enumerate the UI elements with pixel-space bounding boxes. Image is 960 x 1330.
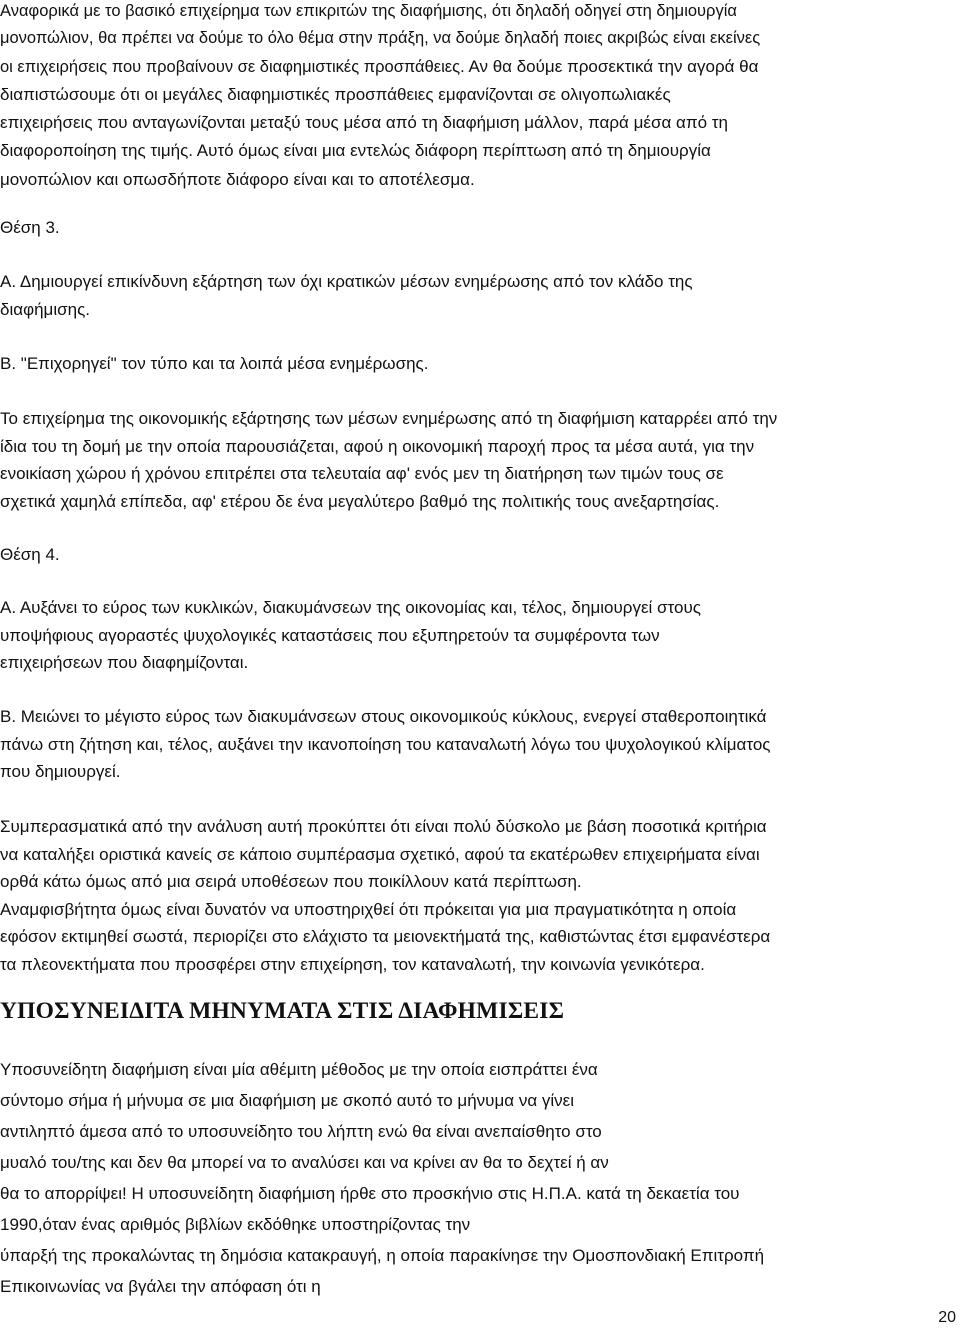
paragraph-line: 1990,όταν ένας αριθμός βιβλίων εκδόθηκε υποστηρίζοντας την	[0, 1215, 471, 1234]
paragraph-line: αντιληπτό άμεσα από το υποσυνείδητο του λήπτη ενώ θα είναι ανεπαίσθητο στο	[0, 1122, 602, 1141]
paragraph-line: ύπαρξή της προκαλώντας τη δημόσια κατακραυγή, η οποία παρακίνησε την Ομοσπονδιακή Επιτροπή	[0, 1246, 765, 1265]
intro-paragraph-rest: Αν θα δούμε προσεκτικά την αγορά θα διαπιστώσουμε ότι οι μεγάλες διαφημιστικές προσπάθειες εμφανίζονται σε ολιγοπωλιακές επιχειρήσεις που ανταγωνίζονται μεταξύ τους μέσα από τη διαφήμιση μάλλον, παρά μέσα από τη διαφοροποίηση της τιμής. Αυτό όμως είναι μια εντελώς διάφορη περίπτωση από τη δημιουργία μονοπώλιον και οπωσδήποτε διάφορο είναι και το αποτέλεσμα.	[0, 56, 759, 189]
paragraph-line: μυαλό του/της και δεν θα μπορεί να το αναλύσει και να κρίνει αν θα το δεχτεί ή αν	[0, 1153, 609, 1172]
thesis-3-argument: Το επιχείρημα της οικονομικής εξάρτησης των μέσων ενημέρωσης από τη διαφήμιση καταρρέει από την ίδια του τη δομή με την οποία παρουσιάζεται, αφού η οικονομική παροχή προς τα μέσα αυτά, για την ενοικίαση χώρου ή χρόνου επιτρέπει στα τελευταία αφ' ενός μεν τη διατήρηση των τιμών τους σε σχετικά χαμηλά επίπεδα, αφ' ετέρου δε ένα μεγαλύτερο βαθμό της πολιτικής τους ανεξαρτησίας.	[0, 409, 778, 511]
thesis-4-point-b: Β. Μειώνει το μέγιστο εύρος των διακυμάνσεων στους οικονομικούς κύκλους, ενεργεί σταθεροποιητικά πάνω στη ζήτηση και, τέλος, αυξάνει την ικανοποίηση του καταναλωτή λόγω του ψυχολογικού κλίματος που δημιουργεί.	[0, 707, 771, 781]
paragraph-line: Επικοινωνίας να βγάλει την απόφαση ότι η	[0, 1277, 321, 1296]
intro-paragraph	[0, 0, 950, 194]
page-number: 20	[938, 1309, 956, 1326]
thesis-3-point-a: Α. Δημιουργεί επικίνδυνη εξάρτηση των όχι κρατικών μέσων ενημέρωσης από τον κλάδο της διαφήμισης.	[0, 272, 693, 319]
paragraph-line: θα το απορρίψει! Η υποσυνείδητη διαφήμιση ήρθε στο προσκήνιο στις Η.Π.Α. κατά τη δεκαετία του	[0, 1184, 740, 1203]
thesis-3-label: Θέση 3.	[0, 218, 60, 237]
thesis-3-point-b: Β. "Επιχορηγεί" τον τύπο και τα λοιπά μέσα ενημέρωσης.	[0, 354, 429, 373]
thesis-4-label: Θέση 4.	[0, 545, 60, 564]
section-heading: ΥΠΟΣΥΝΕΙΔΙΤΑ ΜΗΝΥΜΑΤΑ ΣΤΙΣ ΔΙΑΦΗΜΙΣΕΙΣ	[0, 998, 565, 1024]
thesis-4-point-a: Α. Αυξάνει το εύρος των κυκλικών, διακυμάνσεων της οικονομίας και, τέλος, δημιουργεί στους υποψήφιους αγοραστές ψυχολογικές καταστάσεις που εξυπηρετούν τα συμφέροντα των επιχειρήσεων που διαφημίζονται.	[0, 598, 701, 672]
paragraph-line: Υποσυνείδητη διαφήμιση είναι μία αθέμιτη μέθοδος με την οποία εισπράττει ένα	[0, 1060, 598, 1079]
paragraph-line: σύντομο σήμα ή μήνυμα σε μια διαφήμιση με σκοπό αυτό το μήνυμα να γίνει	[0, 1091, 575, 1110]
conclusion-paragraph: Συμπερασματικά από την ανάλυση αυτή προκύπτει ότι είναι πολύ δύσκολο με βάση ποσοτικά κριτήρια να καταλήξει οριστικά κανείς σε κάποιο συμπέρασμα σχετικό, αφού τα εκατέρωθεν επιχειρήματα είναι ορθά κάτω όμως από μια σειρά υποθέσεων που ποικίλλουν κατά περίπτωση. Αναμφισβήτητα όμως είναι δυνατόν να υποστηριχθεί ότι πρόκειται για μια πραγματικότητα η οποία εφόσον εκτιμηθεί σωστά, περιορίζει στο ελάχιστο τα μειονεκτήματά της, καθιστώντας έτσι εμφανέστερα τα πλεονεκτήματα που προσφέρει στην επιχείρηση, τον καταναλωτή, την κοινωνία γενικότερα.	[0, 817, 771, 974]
intro-paragraph-lead: Αναφορικά με το βασικό επιχείρημα των επικριτών της διαφήμισης, ότι δηλαδή οδηγεί στη δημιουργία μονοπώλιον, θα πρέπει να δούμε το όλο θέμα στην πράξη, να δούμε δηλαδή ποιες ακριβώς είναι εκείνες οι επιχειρήσεις που προβαίνουν σε διαφημιστικές προσπάθειες.	[0, 2, 761, 76]
